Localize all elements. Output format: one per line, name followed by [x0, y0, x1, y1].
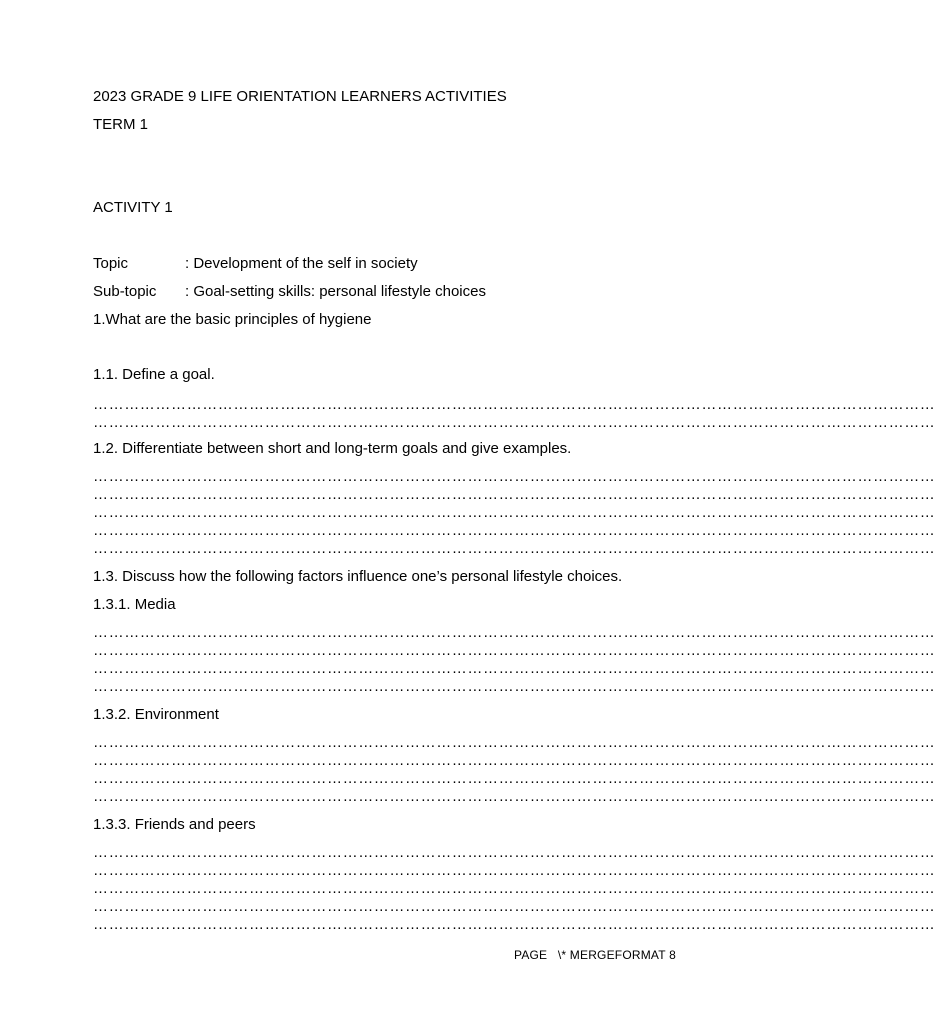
question-1-2: 1.2. Differentiate between short and long-term goals and give examples.: [93, 440, 572, 457]
answer-line[interactable]: ………………………………………………………………………………………………………………………………………………: [93, 642, 935, 659]
topic-label: Topic: [93, 255, 129, 272]
question-1-3: 1.3. Discuss how the following factors influence one’s personal lifestyle choices.: [93, 568, 623, 585]
question-1-1: 1.1. Define a goal.: [93, 366, 215, 383]
answer-line[interactable]: ………………………………………………………………………………………………………………………………………………: [93, 788, 935, 805]
question-1-3-3: 1.3.3. Friends and peers: [93, 816, 256, 833]
subtopic-value: : Goal-setting skills: personal lifestyle choices: [185, 283, 486, 300]
answer-line[interactable]: ………………………………………………………………………………………………………………………………………………: [93, 770, 935, 787]
answer-line[interactable]: ………………………………………………………………………………………………………………………………………………: [93, 486, 935, 503]
document-title: 2023 GRADE 9 LIFE ORIENTATION LEARNERS ACTIVITIES: [93, 88, 507, 105]
answer-line[interactable]: ………………………………………………………………………………………………………………………………………………: [93, 916, 935, 933]
answer-line[interactable]: ………………………………………………………………………………………………………………………………………………: [93, 752, 935, 769]
subtopic-label: Sub-topic: [93, 283, 157, 300]
answer-line[interactable]: ………………………………………………………………………………………………………………………………………………: [93, 660, 935, 677]
answer-line[interactable]: ………………………………………………………………………………………………………………………………………………: [93, 396, 935, 413]
question-1: 1.What are the basic principles of hygiene: [93, 311, 372, 328]
page-number-field: PAGE \* MERGEFORMAT 8: [514, 948, 676, 962]
question-1-3-1: 1.3.1. Media: [93, 596, 176, 613]
answer-line[interactable]: ………………………………………………………………………………………………………………………………………………: [93, 844, 935, 861]
answer-line[interactable]: ………………………………………………………………………………………………………………………………………………: [93, 734, 935, 751]
answer-line[interactable]: ………………………………………………………………………………………………………………………………………………: [93, 522, 935, 539]
answer-line[interactable]: ………………………………………………………………………………………………………………………………………………: [93, 540, 935, 557]
question-1-3-2: 1.3.2. Environment: [93, 706, 219, 723]
answer-line[interactable]: ………………………………………………………………………………………………………………………………………………: [93, 414, 935, 431]
answer-line[interactable]: ………………………………………………………………………………………………………………………………………………: [93, 624, 935, 641]
activity-heading: ACTIVITY 1: [93, 199, 173, 216]
topic-row: [93, 255, 418, 273]
answer-line[interactable]: ………………………………………………………………………………………………………………………………………………: [93, 678, 935, 695]
term-label: TERM 1: [93, 116, 149, 133]
answer-line[interactable]: ………………………………………………………………………………………………………………………………………………: [93, 862, 935, 879]
answer-line[interactable]: ………………………………………………………………………………………………………………………………………………: [93, 880, 935, 897]
answer-line[interactable]: ………………………………………………………………………………………………………………………………………………: [93, 504, 935, 521]
answer-line[interactable]: ………………………………………………………………………………………………………………………………………………: [93, 898, 935, 915]
answer-line[interactable]: ………………………………………………………………………………………………………………………………………………: [93, 468, 935, 485]
subtopic-row: [93, 283, 486, 301]
topic-value: : Development of the self in society: [185, 255, 418, 272]
